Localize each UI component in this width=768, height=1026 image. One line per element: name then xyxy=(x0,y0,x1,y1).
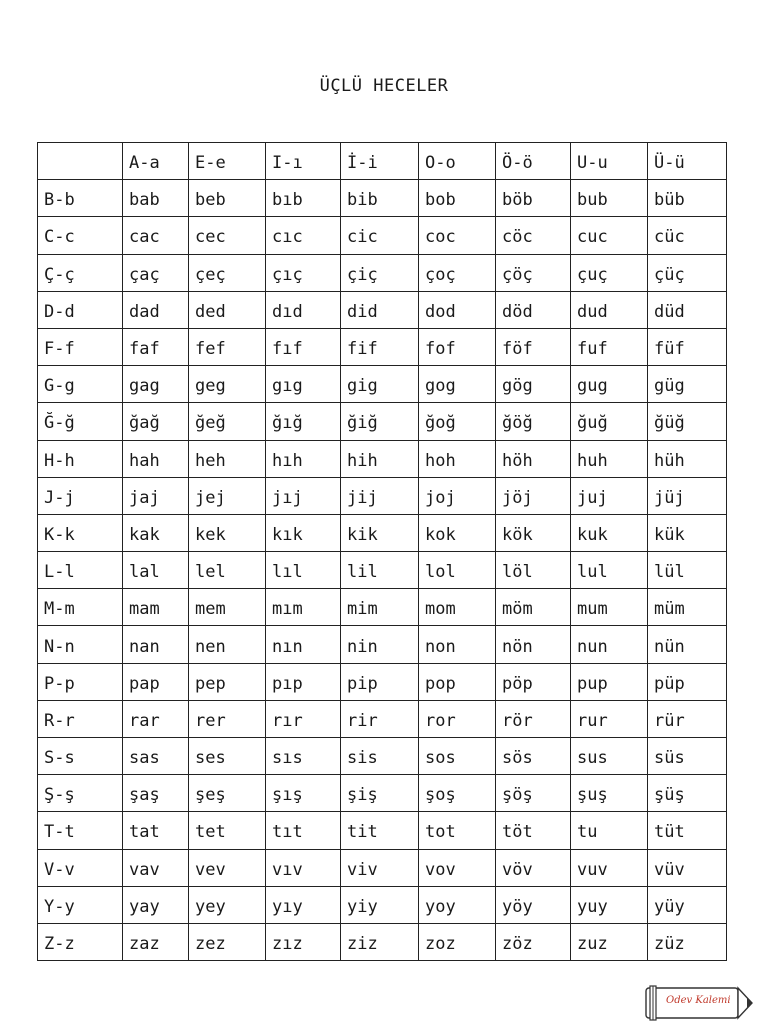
syllable-table xyxy=(37,142,727,961)
table-cell: bıb xyxy=(266,180,341,217)
table-cell: cüc xyxy=(648,217,727,254)
table-row-label: D-d xyxy=(38,291,123,328)
table-cell: şiş xyxy=(341,775,419,812)
table-row-label: C-c xyxy=(38,217,123,254)
table-row-label: L-l xyxy=(38,552,123,589)
table-cell: böb xyxy=(496,180,571,217)
table-cell: fef xyxy=(189,328,266,365)
table-row xyxy=(38,552,727,589)
table-cell: pöp xyxy=(496,663,571,700)
table-cell: ğağ xyxy=(123,403,189,440)
table-cell: çüç xyxy=(648,254,727,291)
table-cell: mom xyxy=(419,589,496,626)
table-cell: bab xyxy=(123,180,189,217)
table-header-cell: E-e xyxy=(189,143,266,180)
table-cell: ses xyxy=(189,738,266,775)
table-row-label: M-m xyxy=(38,589,123,626)
table-cell: süs xyxy=(648,738,727,775)
table-row-label: B-b xyxy=(38,180,123,217)
table-cell: pup xyxy=(571,663,648,700)
table-header-cell: Ü-ü xyxy=(648,143,727,180)
table-cell: pap xyxy=(123,663,189,700)
table-cell: mam xyxy=(123,589,189,626)
table-cell: kık xyxy=(266,514,341,551)
table-row xyxy=(38,254,727,291)
table-row-label: T-t xyxy=(38,812,123,849)
table-cell: ğoğ xyxy=(419,403,496,440)
table-cell: nön xyxy=(496,626,571,663)
table-cell: yıy xyxy=(266,886,341,923)
table-cell: joj xyxy=(419,477,496,514)
table-cell: ğöğ xyxy=(496,403,571,440)
table-cell: sös xyxy=(496,738,571,775)
table-cell: pop xyxy=(419,663,496,700)
table-header-cell xyxy=(38,143,123,180)
table-row-label: S-s xyxy=(38,738,123,775)
table-cell: sıs xyxy=(266,738,341,775)
table-cell: cöc xyxy=(496,217,571,254)
page-title: ÜÇLÜ HECELER xyxy=(319,76,449,96)
table-row-label: Y-y xyxy=(38,886,123,923)
table-cell: şuş xyxy=(571,775,648,812)
table-cell: fuf xyxy=(571,328,648,365)
table-cell: çoç xyxy=(419,254,496,291)
table-cell: sos xyxy=(419,738,496,775)
table-row xyxy=(38,403,727,440)
table-cell: cic xyxy=(341,217,419,254)
table-cell: vev xyxy=(189,849,266,886)
table-row-label: Ş-ş xyxy=(38,775,123,812)
table-row xyxy=(38,663,727,700)
table-cell: zız xyxy=(266,923,341,960)
table-row xyxy=(38,738,727,775)
table-header-cell: A-a xyxy=(123,143,189,180)
table-cell: hıh xyxy=(266,440,341,477)
table-row xyxy=(38,217,727,254)
table-cell: did xyxy=(341,291,419,328)
table-row xyxy=(38,700,727,737)
table-cell: şeş xyxy=(189,775,266,812)
table-row xyxy=(38,180,727,217)
table-cell: gag xyxy=(123,366,189,403)
table-cell: kok xyxy=(419,514,496,551)
table-cell: non xyxy=(419,626,496,663)
table-cell: nin xyxy=(341,626,419,663)
table-row xyxy=(38,812,727,849)
table-cell: sas xyxy=(123,738,189,775)
table-cell: ror xyxy=(419,700,496,737)
table-cell: fof xyxy=(419,328,496,365)
brand-logo xyxy=(644,984,754,1022)
table-cell: yiy xyxy=(341,886,419,923)
table-cell: ğuğ xyxy=(571,403,648,440)
table-cell: nün xyxy=(648,626,727,663)
table-cell: düd xyxy=(648,291,727,328)
table-row xyxy=(38,886,727,923)
table-cell: cec xyxy=(189,217,266,254)
table-cell: çıç xyxy=(266,254,341,291)
table-cell: yüy xyxy=(648,886,727,923)
table-cell: cac xyxy=(123,217,189,254)
table-cell: pip xyxy=(341,663,419,700)
table-cell: ğığ xyxy=(266,403,341,440)
table-cell: mem xyxy=(189,589,266,626)
table-cell: fif xyxy=(341,328,419,365)
table-cell: şoş xyxy=(419,775,496,812)
table-row xyxy=(38,923,727,960)
table-cell: çeç xyxy=(189,254,266,291)
table-row-label: F-f xyxy=(38,328,123,365)
table-row xyxy=(38,589,727,626)
table-row-label: Z-z xyxy=(38,923,123,960)
table-cell: ziz xyxy=(341,923,419,960)
table-cell: tot xyxy=(419,812,496,849)
table-cell: ğiğ xyxy=(341,403,419,440)
table-cell: şaş xyxy=(123,775,189,812)
table-cell: yey xyxy=(189,886,266,923)
table-header-cell: U-u xyxy=(571,143,648,180)
table-cell: ğüğ xyxy=(648,403,727,440)
table-cell: pep xyxy=(189,663,266,700)
table-cell: dod xyxy=(419,291,496,328)
table-cell: rer xyxy=(189,700,266,737)
table-cell: möm xyxy=(496,589,571,626)
table-cell: jij xyxy=(341,477,419,514)
table-cell: jıj xyxy=(266,477,341,514)
table-cell: rir xyxy=(341,700,419,737)
table-cell: faf xyxy=(123,328,189,365)
table-cell: jaj xyxy=(123,477,189,514)
table-cell: jej xyxy=(189,477,266,514)
table-cell: cıc xyxy=(266,217,341,254)
table-header-row xyxy=(38,143,727,180)
table-row xyxy=(38,849,727,886)
table-cell: lul xyxy=(571,552,648,589)
table-cell: tat xyxy=(123,812,189,849)
table-cell: lıl xyxy=(266,552,341,589)
table-cell: püp xyxy=(648,663,727,700)
table-cell: sis xyxy=(341,738,419,775)
table-cell: kik xyxy=(341,514,419,551)
table-row-label: H-h xyxy=(38,440,123,477)
table-row xyxy=(38,440,727,477)
table-row xyxy=(38,775,727,812)
table-row-label: J-j xyxy=(38,477,123,514)
table-cell: zuz xyxy=(571,923,648,960)
table-cell: dud xyxy=(571,291,648,328)
table-row xyxy=(38,626,727,663)
table-row xyxy=(38,291,727,328)
table-cell: föf xyxy=(496,328,571,365)
table-cell: lal xyxy=(123,552,189,589)
table-cell: zaz xyxy=(123,923,189,960)
table-cell: töt xyxy=(496,812,571,849)
table-cell: nen xyxy=(189,626,266,663)
table-header-cell: İ-i xyxy=(341,143,419,180)
table-cell: şış xyxy=(266,775,341,812)
table-cell: zoz xyxy=(419,923,496,960)
table-cell: zez xyxy=(189,923,266,960)
table-cell: yoy xyxy=(419,886,496,923)
table-cell: kuk xyxy=(571,514,648,551)
table-cell: zöz xyxy=(496,923,571,960)
table-cell: gig xyxy=(341,366,419,403)
table-cell: füf xyxy=(648,328,727,365)
table-cell: mum xyxy=(571,589,648,626)
table-cell: vav xyxy=(123,849,189,886)
table-cell: müm xyxy=(648,589,727,626)
table-cell: rur xyxy=(571,700,648,737)
table-cell: gıg xyxy=(266,366,341,403)
table-cell: nun xyxy=(571,626,648,663)
table-row xyxy=(38,328,727,365)
table-cell: kük xyxy=(648,514,727,551)
table-row-label: P-p xyxy=(38,663,123,700)
table-cell: çiç xyxy=(341,254,419,291)
table-cell: tit xyxy=(341,812,419,849)
table-cell: kök xyxy=(496,514,571,551)
syllable-table-body xyxy=(38,143,727,961)
table-cell: yöy xyxy=(496,886,571,923)
table-cell: ded xyxy=(189,291,266,328)
table-cell: mım xyxy=(266,589,341,626)
table-cell: şöş xyxy=(496,775,571,812)
table-cell: vuv xyxy=(571,849,648,886)
table-cell: lül xyxy=(648,552,727,589)
table-cell: höh xyxy=(496,440,571,477)
table-cell: tıt xyxy=(266,812,341,849)
table-cell: hüh xyxy=(648,440,727,477)
table-cell: dıd xyxy=(266,291,341,328)
table-row-label: G-g xyxy=(38,366,123,403)
table-cell: vöv xyxy=(496,849,571,886)
table-cell: jüj xyxy=(648,477,727,514)
table-cell: çöç xyxy=(496,254,571,291)
table-cell: züz xyxy=(648,923,727,960)
table-cell: tüt xyxy=(648,812,727,849)
table-cell: rür xyxy=(648,700,727,737)
table-cell: nan xyxy=(123,626,189,663)
table-cell: yay xyxy=(123,886,189,923)
table-header-cell: I-ı xyxy=(266,143,341,180)
table-cell: bub xyxy=(571,180,648,217)
table-row-label: R-r xyxy=(38,700,123,737)
table-cell: beb xyxy=(189,180,266,217)
table-cell: löl xyxy=(496,552,571,589)
table-cell: bob xyxy=(419,180,496,217)
table-cell: jöj xyxy=(496,477,571,514)
table-cell: sus xyxy=(571,738,648,775)
table-cell: pıp xyxy=(266,663,341,700)
table-cell: lel xyxy=(189,552,266,589)
table-cell: büb xyxy=(648,180,727,217)
table-cell: mim xyxy=(341,589,419,626)
table-cell: gog xyxy=(419,366,496,403)
table-cell: rar xyxy=(123,700,189,737)
table-cell: fıf xyxy=(266,328,341,365)
table-row-label: N-n xyxy=(38,626,123,663)
table-cell: kak xyxy=(123,514,189,551)
table-cell: hih xyxy=(341,440,419,477)
table-cell: şüş xyxy=(648,775,727,812)
table-row-label: Ç-ç xyxy=(38,254,123,291)
table-cell: huh xyxy=(571,440,648,477)
table-header-cell: O-o xyxy=(419,143,496,180)
table-row-label: K-k xyxy=(38,514,123,551)
table-cell: vüv xyxy=(648,849,727,886)
table-cell: kek xyxy=(189,514,266,551)
table-cell: güg xyxy=(648,366,727,403)
table-cell: lil xyxy=(341,552,419,589)
table-cell: çuç xyxy=(571,254,648,291)
table-cell: rır xyxy=(266,700,341,737)
table-header-cell: Ö-ö xyxy=(496,143,571,180)
table-cell: tu xyxy=(571,812,648,849)
table-cell: heh xyxy=(189,440,266,477)
table-row-label: Ğ-ğ xyxy=(38,403,123,440)
table-row xyxy=(38,477,727,514)
table-cell: lol xyxy=(419,552,496,589)
table-cell: gög xyxy=(496,366,571,403)
table-cell: rör xyxy=(496,700,571,737)
table-cell: çaç xyxy=(123,254,189,291)
table-cell: geg xyxy=(189,366,266,403)
table-cell: hoh xyxy=(419,440,496,477)
table-cell: cuc xyxy=(571,217,648,254)
table-cell: yuy xyxy=(571,886,648,923)
table-cell: nın xyxy=(266,626,341,663)
table-cell: viv xyxy=(341,849,419,886)
table-row xyxy=(38,514,727,551)
brand-logo-text: Odev Kalemi xyxy=(666,995,731,1006)
table-cell: vıv xyxy=(266,849,341,886)
table-cell: coc xyxy=(419,217,496,254)
table-cell: tet xyxy=(189,812,266,849)
table-cell: vov xyxy=(419,849,496,886)
table-cell: hah xyxy=(123,440,189,477)
table-cell: juj xyxy=(571,477,648,514)
table-cell: död xyxy=(496,291,571,328)
table-cell: gug xyxy=(571,366,648,403)
table-row xyxy=(38,366,727,403)
table-cell: ğeğ xyxy=(189,403,266,440)
table-cell: bib xyxy=(341,180,419,217)
table-cell: dad xyxy=(123,291,189,328)
table-row-label: V-v xyxy=(38,849,123,886)
